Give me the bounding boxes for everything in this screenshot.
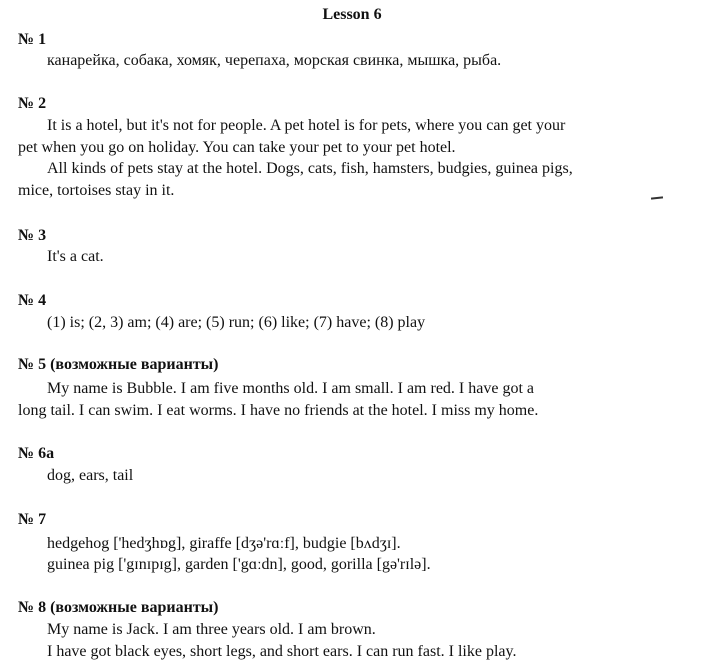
section-6a-line-1: dog, ears, tail — [47, 467, 134, 484]
section-8-line-2: I have got black eyes, short legs, and short ears. I can run fast. I like play. — [47, 643, 517, 660]
section-8-line-1: My name is Jack. I am three years old. I am brown. — [47, 621, 376, 638]
section-2-line-2: pet when you go on holiday. You can take your pet to your pet hotel. — [18, 139, 456, 156]
section-3-heading: № 3 — [18, 227, 47, 244]
section-7-heading: № 7 — [18, 511, 47, 528]
section-1-line-1: канарейка, собака, хомяк, черепаха, морская свинка, мышка, рыба. — [47, 52, 502, 69]
section-2-heading: № 2 — [18, 95, 47, 112]
section-4-line-1: (1) is; (2, 3) am; (4) are; (5) run; (6) like; (7) have; (8) play — [47, 314, 426, 331]
section-2-line-1: It is a hotel, but it's not for people. A pet hotel is for pets, where you can get your — [47, 117, 566, 134]
lesson-title: Lesson 6 — [322, 6, 382, 23]
section-2-line-3: All kinds of pets stay at the hotel. Dogs, cats, fish, hamsters, budgies, guinea pigs, — [47, 160, 573, 177]
section-4-heading: № 4 — [18, 292, 47, 309]
section-3-line-1: It's a cat. — [47, 248, 104, 265]
section-7-line-1: hedgehog ['hedʒhɒg], giraffe [dʒə'rɑːf], budgie [bʌdʒɪ]. — [47, 535, 401, 552]
pen-mark — [651, 196, 663, 199]
section-2-line-4: mice, tortoises stay in it. — [18, 182, 175, 199]
section-5-heading: № 5 (возможные варианты) — [18, 356, 219, 373]
section-6a-heading: № 6a — [18, 445, 55, 462]
section-1-heading: № 1 — [18, 31, 47, 48]
section-8-heading: № 8 (возможные варианты) — [18, 599, 219, 616]
section-7-line-2: guinea pig ['gɪnɪpɪg], garden ['gɑːdn], good, gorilla [gə'rɪlə]. — [47, 556, 431, 573]
section-5-line-2: long tail. I can swim. I eat worms. I have no friends at the hotel. I miss my home. — [18, 402, 539, 419]
section-5-line-1: My name is Bubble. I am five months old. I am small. I am red. I have got a — [47, 380, 534, 397]
